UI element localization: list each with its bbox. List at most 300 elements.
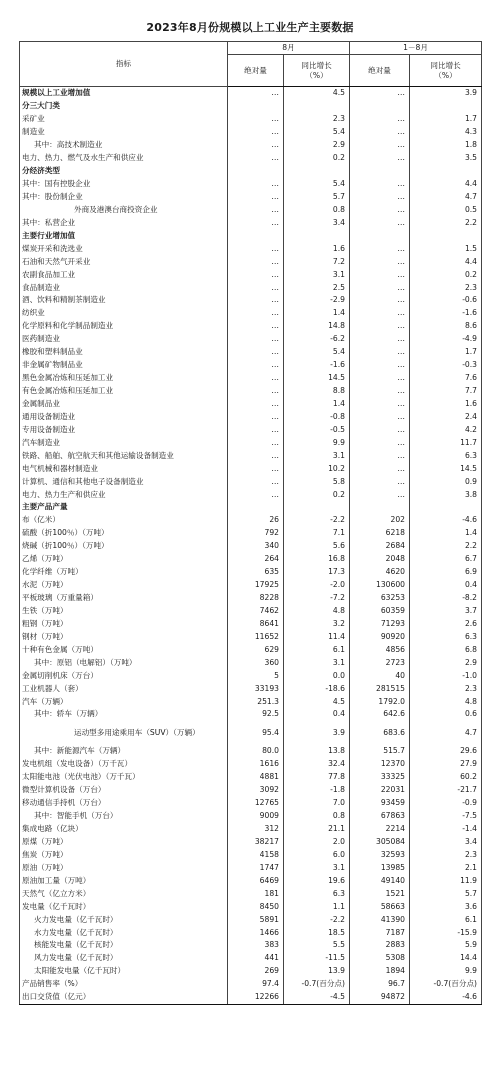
aug-yoy-value: 2.0	[284, 836, 350, 849]
indicator-name: 生铁（万吨）	[20, 605, 228, 618]
aug-yoy-value: 3.2	[284, 617, 350, 630]
table-row	[20, 952, 482, 965]
janaug-absolute-value: …	[350, 488, 410, 501]
janaug-yoy-value: 1.7	[410, 346, 482, 359]
aug-yoy-value: 7.2	[284, 255, 350, 268]
janaug-absolute-value: …	[350, 398, 410, 411]
janaug-absolute-value: 63253	[350, 592, 410, 605]
aug-absolute-value: …	[228, 423, 284, 436]
janaug-absolute-value: 4620	[350, 566, 410, 579]
indicator-name: 汽车（万辆）	[20, 695, 228, 708]
aug-absolute-value: …	[228, 191, 284, 204]
header-aug-absolute: 绝对量	[228, 55, 284, 87]
indicator-name: 汽车制造业	[20, 436, 228, 449]
aug-absolute-value: 80.0	[228, 745, 284, 758]
table-row	[20, 695, 482, 708]
indicator-name: 其中：高技术制造业	[20, 139, 228, 152]
janaug-yoy-value: 14.5	[410, 462, 482, 475]
table-row	[20, 991, 482, 1004]
janaug-absolute-value	[350, 229, 410, 242]
indicator-name: 农副食品加工业	[20, 268, 228, 281]
aug-absolute-value: …	[228, 372, 284, 385]
aug-yoy-value	[284, 501, 350, 514]
aug-yoy-value: 5.7	[284, 191, 350, 204]
indicator-name: 微型计算机设备（万台）	[20, 784, 228, 797]
janaug-absolute-value: …	[350, 436, 410, 449]
janaug-absolute-value: 41390	[350, 913, 410, 926]
aug-absolute-value: 312	[228, 823, 284, 836]
janaug-yoy-value: -1.0	[410, 669, 482, 682]
indicator-name: 其中：股份制企业	[20, 191, 228, 204]
table-row	[20, 87, 482, 100]
aug-absolute-value: 269	[228, 965, 284, 978]
janaug-absolute-value: 2883	[350, 939, 410, 952]
janaug-absolute-value: 22031	[350, 784, 410, 797]
aug-yoy-value: -4.5	[284, 991, 350, 1004]
indicator-name: 电力、热力生产和供应业	[20, 488, 228, 501]
aug-yoy-value: -0.5	[284, 423, 350, 436]
janaug-absolute-value: 1521	[350, 887, 410, 900]
janaug-yoy-value: 60.2	[410, 771, 482, 784]
aug-yoy-value: -2.2	[284, 514, 350, 527]
aug-yoy-value: 1.6	[284, 242, 350, 255]
aug-absolute-value: 635	[228, 566, 284, 579]
aug-absolute-value: 441	[228, 952, 284, 965]
janaug-yoy-value: 0.5	[410, 203, 482, 216]
aug-yoy-value: 5.4	[284, 346, 350, 359]
table-row	[20, 708, 482, 721]
aug-yoy-value: -2.9	[284, 294, 350, 307]
indicator-name: 采矿业	[20, 113, 228, 126]
table-row	[20, 617, 482, 630]
janaug-absolute-value: …	[350, 385, 410, 398]
table-row	[20, 810, 482, 823]
aug-absolute-value: 12765	[228, 797, 284, 810]
indicator-name: 原煤（万吨）	[20, 836, 228, 849]
janaug-yoy-value: 0.9	[410, 475, 482, 488]
aug-yoy-value: 0.2	[284, 488, 350, 501]
janaug-yoy-value: 4.3	[410, 126, 482, 139]
aug-yoy-value: -0.7(百分点)	[284, 978, 350, 991]
table-row	[20, 113, 482, 126]
janaug-yoy-value: 6.9	[410, 566, 482, 579]
table-row	[20, 900, 482, 913]
janaug-yoy-value: 4.7	[410, 721, 482, 745]
indicator-name: 天然气（亿立方米）	[20, 887, 228, 900]
aug-yoy-value: 1.4	[284, 398, 350, 411]
janaug-absolute-value: 58663	[350, 900, 410, 913]
aug-absolute-value: …	[228, 294, 284, 307]
janaug-yoy-value: 27.9	[410, 758, 482, 771]
janaug-yoy-value: -7.5	[410, 810, 482, 823]
section-heading: 规模以上工业增加值	[20, 87, 228, 100]
indicator-name: 化学原料和化学制品制造业	[20, 320, 228, 333]
indicator-name: 酒、饮料和精制茶制造业	[20, 294, 228, 307]
janaug-absolute-value: …	[350, 113, 410, 126]
indicator-name: 水力发电量（亿千瓦时）	[20, 926, 228, 939]
aug-absolute-value: 4881	[228, 771, 284, 784]
janaug-yoy-value: 6.7	[410, 553, 482, 566]
header-yoy-unit: （%）	[305, 70, 328, 80]
janaug-absolute-value: 60359	[350, 605, 410, 618]
aug-absolute-value: 8450	[228, 900, 284, 913]
indicator-name: 乙烯（万吨）	[20, 553, 228, 566]
aug-yoy-value: 4.8	[284, 605, 350, 618]
table-row	[20, 333, 482, 346]
table-row	[20, 501, 482, 514]
aug-absolute-value: …	[228, 488, 284, 501]
indicator-name: 硫酸（折100％）（万吨）	[20, 527, 228, 540]
janaug-absolute-value: …	[350, 423, 410, 436]
janaug-yoy-value: 4.4	[410, 255, 482, 268]
aug-yoy-value: -2.0	[284, 579, 350, 592]
table-row	[20, 874, 482, 887]
aug-yoy-value: 3.9	[284, 721, 350, 745]
aug-absolute-value	[228, 100, 284, 113]
table-row	[20, 398, 482, 411]
indicator-name: 布（亿米）	[20, 514, 228, 527]
aug-yoy-value: 14.8	[284, 320, 350, 333]
janaug-yoy-value: -1.6	[410, 307, 482, 320]
aug-absolute-value: 9009	[228, 810, 284, 823]
aug-yoy-value: 6.0	[284, 848, 350, 861]
indicator-name: 集成电路（亿块）	[20, 823, 228, 836]
janaug-absolute-value: 2214	[350, 823, 410, 836]
indicator-name: 出口交货值（亿元）	[20, 991, 228, 1004]
aug-yoy-value: 19.6	[284, 874, 350, 887]
indicator-name: 十种有色金属（万吨）	[20, 643, 228, 656]
indicator-name: 其中：智能手机（万台）	[20, 810, 228, 823]
aug-absolute-value: …	[228, 281, 284, 294]
aug-absolute-value: 251.3	[228, 695, 284, 708]
janaug-absolute-value	[350, 501, 410, 514]
janaug-yoy-value	[410, 501, 482, 514]
indicator-name: 金属制品业	[20, 398, 228, 411]
aug-absolute-value: …	[228, 398, 284, 411]
header-janaug-absolute: 绝对量	[350, 55, 410, 87]
janaug-absolute-value	[350, 165, 410, 178]
header-yoy-label: 同比增长	[301, 60, 332, 70]
janaug-absolute-value: …	[350, 126, 410, 139]
table-row	[20, 139, 482, 152]
janaug-yoy-value: 0.6	[410, 708, 482, 721]
aug-yoy-value: -2.2	[284, 913, 350, 926]
janaug-yoy-value: 1.7	[410, 113, 482, 126]
table-row	[20, 861, 482, 874]
janaug-absolute-value: 2723	[350, 656, 410, 669]
table-row	[20, 721, 482, 745]
aug-absolute-value: 1466	[228, 926, 284, 939]
janaug-yoy-value: 5.9	[410, 939, 482, 952]
table-row	[20, 758, 482, 771]
indicator-name: 运动型多用途乘用车（SUV）（万辆）	[20, 721, 228, 745]
aug-yoy-value: -18.6	[284, 682, 350, 695]
indicator-name: 火力发电量（亿千瓦时）	[20, 913, 228, 926]
janaug-absolute-value: 90920	[350, 630, 410, 643]
janaug-absolute-value: 40	[350, 669, 410, 682]
aug-absolute-value: 5	[228, 669, 284, 682]
table-row	[20, 359, 482, 372]
aug-yoy-value: 11.4	[284, 630, 350, 643]
indicator-name: 通用设备制造业	[20, 410, 228, 423]
aug-absolute-value: …	[228, 462, 284, 475]
janaug-yoy-value: 7.6	[410, 372, 482, 385]
janaug-absolute-value: …	[350, 320, 410, 333]
table-row	[20, 268, 482, 281]
table-row	[20, 488, 482, 501]
janaug-yoy-value: -1.4	[410, 823, 482, 836]
aug-yoy-value: 77.8	[284, 771, 350, 784]
janaug-absolute-value: 96.7	[350, 978, 410, 991]
janaug-absolute-value: …	[350, 191, 410, 204]
table-row	[20, 216, 482, 229]
janaug-yoy-value: 2.2	[410, 216, 482, 229]
aug-yoy-value: 4.5	[284, 87, 350, 100]
aug-absolute-value	[228, 229, 284, 242]
janaug-absolute-value: 33325	[350, 771, 410, 784]
indicator-name: 金属切削机床（万台）	[20, 669, 228, 682]
indicator-name: 焦炭（万吨）	[20, 848, 228, 861]
table-row	[20, 229, 482, 242]
section-heading: 分三大门类	[20, 100, 228, 113]
janaug-yoy-value: -0.7(百分点)	[410, 978, 482, 991]
table-row	[20, 462, 482, 475]
table-row	[20, 255, 482, 268]
aug-yoy-value: 3.4	[284, 216, 350, 229]
aug-absolute-value: …	[228, 307, 284, 320]
indicator-name: 化学纤维（万吨）	[20, 566, 228, 579]
janaug-yoy-value: 2.9	[410, 656, 482, 669]
aug-absolute-value: …	[228, 152, 284, 165]
table-row	[20, 242, 482, 255]
janaug-absolute-value: 71293	[350, 617, 410, 630]
aug-absolute-value: 38217	[228, 836, 284, 849]
indicator-name: 铁路、船舶、航空航天和其他运输设备制造业	[20, 449, 228, 462]
janaug-absolute-value: 642.6	[350, 708, 410, 721]
aug-absolute-value: 11652	[228, 630, 284, 643]
indicator-name: 专用设备制造业	[20, 423, 228, 436]
table-row	[20, 965, 482, 978]
header-indicator: 指标	[20, 42, 228, 87]
janaug-yoy-value: 3.4	[410, 836, 482, 849]
janaug-yoy-value: -4.9	[410, 333, 482, 346]
janaug-yoy-value: 29.6	[410, 745, 482, 758]
janaug-yoy-value: 6.3	[410, 630, 482, 643]
table-row	[20, 579, 482, 592]
janaug-absolute-value: 67863	[350, 810, 410, 823]
aug-absolute-value: 8228	[228, 592, 284, 605]
aug-yoy-value: 13.8	[284, 745, 350, 758]
indicator-name: 太阳能电池（光伏电池）（万千瓦）	[20, 771, 228, 784]
indicator-name: 水泥（万吨）	[20, 579, 228, 592]
janaug-yoy-value: 3.7	[410, 605, 482, 618]
table-row	[20, 527, 482, 540]
aug-yoy-value: 5.4	[284, 126, 350, 139]
janaug-absolute-value: …	[350, 410, 410, 423]
janaug-yoy-value: 2.3	[410, 281, 482, 294]
table-row	[20, 771, 482, 784]
table-row	[20, 913, 482, 926]
aug-yoy-value	[284, 100, 350, 113]
janaug-absolute-value: …	[350, 475, 410, 488]
indicator-name: 发电量（亿千瓦时）	[20, 900, 228, 913]
aug-absolute-value: …	[228, 178, 284, 191]
janaug-yoy-value: 4.8	[410, 695, 482, 708]
table-body	[20, 87, 482, 1005]
indicator-name: 原油（万吨）	[20, 861, 228, 874]
janaug-absolute-value: 32593	[350, 848, 410, 861]
aug-absolute-value: 8641	[228, 617, 284, 630]
indicator-name: 制造业	[20, 126, 228, 139]
aug-yoy-value	[284, 165, 350, 178]
janaug-yoy-value: 11.7	[410, 436, 482, 449]
janaug-yoy-value: -15.9	[410, 926, 482, 939]
aug-absolute-value: …	[228, 359, 284, 372]
janaug-yoy-value: 1.4	[410, 527, 482, 540]
janaug-yoy-value: 3.8	[410, 488, 482, 501]
indicator-name: 移动通信手持机（万台）	[20, 797, 228, 810]
indicator-name: 有色金属冶炼和压延加工业	[20, 385, 228, 398]
janaug-yoy-value: -21.7	[410, 784, 482, 797]
janaug-yoy-value: -0.6	[410, 294, 482, 307]
table-row	[20, 848, 482, 861]
janaug-absolute-value: …	[350, 268, 410, 281]
aug-absolute-value: …	[228, 216, 284, 229]
aug-yoy-value: 21.1	[284, 823, 350, 836]
janaug-yoy-value	[410, 229, 482, 242]
indicator-name: 计算机、通信和其他电子设备制造业	[20, 475, 228, 488]
janaug-yoy-value: 2.6	[410, 617, 482, 630]
aug-absolute-value: …	[228, 139, 284, 152]
aug-absolute-value	[228, 165, 284, 178]
janaug-absolute-value: …	[350, 152, 410, 165]
table-row	[20, 553, 482, 566]
aug-absolute-value: 1747	[228, 861, 284, 874]
header-august: 8月	[228, 42, 350, 55]
indicator-name: 石油和天然气开采业	[20, 255, 228, 268]
janaug-absolute-value: …	[350, 178, 410, 191]
table-row	[20, 126, 482, 139]
indicator-name: 粗钢（万吨）	[20, 617, 228, 630]
aug-absolute-value: 6469	[228, 874, 284, 887]
table-row	[20, 449, 482, 462]
janaug-absolute-value: 515.7	[350, 745, 410, 758]
indicator-name: 非金属矿物制品业	[20, 359, 228, 372]
janaug-yoy-value: -8.2	[410, 592, 482, 605]
janaug-absolute-value: 6218	[350, 527, 410, 540]
janaug-yoy-value: 2.4	[410, 410, 482, 423]
header-yoy-unit: （%）	[434, 70, 457, 80]
section-heading: 主要行业增加值	[20, 229, 228, 242]
janaug-absolute-value: 2048	[350, 553, 410, 566]
aug-yoy-value: 2.3	[284, 113, 350, 126]
table-row	[20, 346, 482, 359]
janaug-yoy-value: 6.1	[410, 913, 482, 926]
aug-yoy-value: 32.4	[284, 758, 350, 771]
janaug-yoy-value: 3.9	[410, 87, 482, 100]
janaug-absolute-value: 202	[350, 514, 410, 527]
janaug-yoy-value: 1.5	[410, 242, 482, 255]
janaug-absolute-value: …	[350, 346, 410, 359]
header-aug-yoy	[284, 55, 350, 87]
janaug-absolute-value: …	[350, 87, 410, 100]
aug-absolute-value: …	[228, 449, 284, 462]
aug-yoy-value: -11.5	[284, 952, 350, 965]
indicator-name: 发电机组（发电设备）（万千瓦）	[20, 758, 228, 771]
indicator-name: 外商及港澳台商投资企业	[20, 203, 228, 216]
table-row	[20, 423, 482, 436]
janaug-yoy-value: 0.4	[410, 579, 482, 592]
aug-yoy-value: 18.5	[284, 926, 350, 939]
janaug-yoy-value: 4.2	[410, 423, 482, 436]
aug-absolute-value: …	[228, 203, 284, 216]
janaug-yoy-value: -0.3	[410, 359, 482, 372]
table-row	[20, 926, 482, 939]
janaug-yoy-value: 2.2	[410, 540, 482, 553]
aug-absolute-value: 26	[228, 514, 284, 527]
table-row	[20, 152, 482, 165]
janaug-yoy-value: 2.1	[410, 861, 482, 874]
indicator-name: 原油加工量（万吨）	[20, 874, 228, 887]
table-row	[20, 823, 482, 836]
aug-yoy-value: 2.5	[284, 281, 350, 294]
janaug-absolute-value: 12370	[350, 758, 410, 771]
janaug-yoy-value: 4.4	[410, 178, 482, 191]
aug-yoy-value: 3.1	[284, 449, 350, 462]
janaug-yoy-value: 2.3	[410, 848, 482, 861]
indicator-name: 电力、热力、燃气及水生产和供应业	[20, 152, 228, 165]
janaug-absolute-value: 7187	[350, 926, 410, 939]
janaug-absolute-value: …	[350, 307, 410, 320]
table-row	[20, 745, 482, 758]
aug-yoy-value: 6.3	[284, 887, 350, 900]
indicator-name: 太阳能发电量（亿千瓦时）	[20, 965, 228, 978]
janaug-absolute-value: 281515	[350, 682, 410, 695]
aug-yoy-value: 0.8	[284, 203, 350, 216]
aug-absolute-value: …	[228, 333, 284, 346]
aug-absolute-value: 92.5	[228, 708, 284, 721]
janaug-absolute-value: …	[350, 255, 410, 268]
aug-yoy-value: -7.2	[284, 592, 350, 605]
aug-absolute-value: …	[228, 410, 284, 423]
table-row	[20, 540, 482, 553]
aug-yoy-value: 7.1	[284, 527, 350, 540]
aug-yoy-value: 2.9	[284, 139, 350, 152]
table-row	[20, 165, 482, 178]
table-row	[20, 320, 482, 333]
indicator-name: 产品销售率（%）	[20, 978, 228, 991]
janaug-yoy-value: 1.8	[410, 139, 482, 152]
janaug-yoy-value: -0.9	[410, 797, 482, 810]
aug-yoy-value: 14.5	[284, 372, 350, 385]
indicator-name: 其中：原铝（电解铝）（万吨）	[20, 656, 228, 669]
janaug-absolute-value: 683.6	[350, 721, 410, 745]
aug-absolute-value: …	[228, 436, 284, 449]
janaug-yoy-value: 3.5	[410, 152, 482, 165]
table-row	[20, 643, 482, 656]
section-heading: 分经济类型	[20, 165, 228, 178]
table-row	[20, 978, 482, 991]
indicator-name: 医药制造业	[20, 333, 228, 346]
aug-yoy-value: 13.9	[284, 965, 350, 978]
janaug-yoy-value: 2.3	[410, 682, 482, 695]
janaug-absolute-value: …	[350, 294, 410, 307]
table-row	[20, 682, 482, 695]
janaug-yoy-value	[410, 100, 482, 113]
aug-absolute-value: …	[228, 475, 284, 488]
aug-yoy-value: 3.1	[284, 268, 350, 281]
aug-yoy-value: 0.2	[284, 152, 350, 165]
